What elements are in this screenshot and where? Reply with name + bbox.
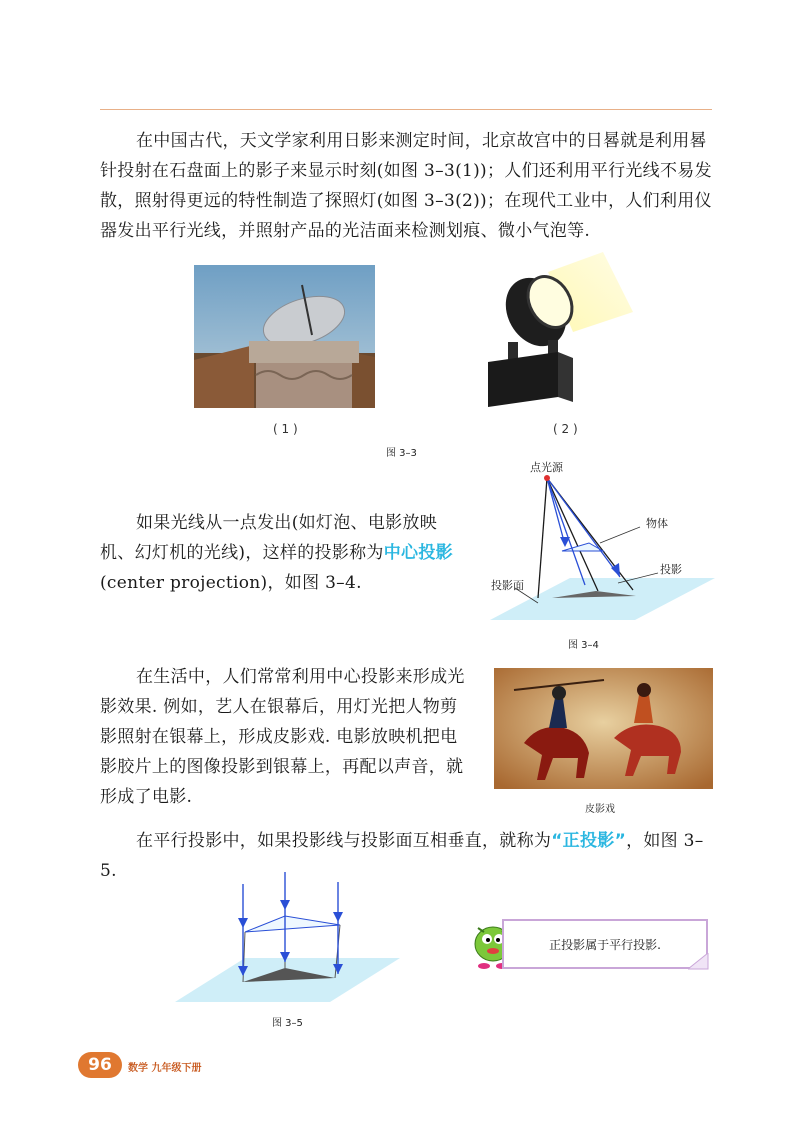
note-bubble: 正投影属于平行投影. xyxy=(502,919,708,969)
figure-3-3-caption: 图 3–3 xyxy=(386,448,417,459)
term-orthographic-projection: “正投影” xyxy=(551,831,627,851)
label-object: 物体 xyxy=(646,517,668,530)
sundial-photo xyxy=(194,265,375,408)
bubble-corner-curl xyxy=(688,953,710,971)
figure-3-5-caption: 图 3–5 xyxy=(272,1018,303,1029)
shadow-play-caption: 皮影戏 xyxy=(585,804,615,815)
shadow-play-photo xyxy=(494,668,713,789)
paragraph-shadow-play: 在生活中，人们常常利用中心投影来形成光影效果. 例如，艺人在银幕后，用灯光把人物剪影照射在银幕上，形成皮影戏. 电影放映机把电影胶片上的图像投影到银幕上，再配以声音，就形成了电影. xyxy=(100,667,465,807)
term-center-projection: 中心投影 xyxy=(383,543,453,563)
page-number-badge: 96 xyxy=(78,1052,122,1078)
searchlight-illustration xyxy=(478,252,633,412)
figure-3-4-caption: 图 3–4 xyxy=(568,640,599,651)
label-point-source: 点光源 xyxy=(530,461,563,474)
central-projection-diagram xyxy=(490,455,715,630)
footer-book-title: 数学 九年级下册 xyxy=(128,1063,202,1074)
figure-3-3-sub2: ( 2 ) xyxy=(553,422,578,436)
paragraph-orthographic: 在平行投影中，如果投影线与投影面互相垂直，就称为“正投影”，如图 3–5. xyxy=(100,831,704,881)
label-projection-plane: 投影面 xyxy=(491,579,524,592)
paragraph-center-projection: 如果光线从一点发出(如灯泡、电影放映机、幻灯机的光线)，这样的投影称为中心投影(center projection)，如图 3–4. xyxy=(100,513,453,593)
paragraph-sundial: 在中国古代，天文学家利用日影来测定时间，北京故宫中的日晷就是利用晷针投射在石盘面上的影子来显示时刻(如图 3–3(1))；人们还利用平行光线不易发散，照射得更远的特性制造了探照灯(如图 3–3(2))；在现代工业中，人们利用仪器发出平行光线，并照射产品的光洁面来检测划痕、微小气泡等. xyxy=(100,131,712,241)
orthographic-projection-diagram xyxy=(175,870,400,1002)
header-rule xyxy=(100,109,712,110)
label-shadow: 投影 xyxy=(660,563,682,576)
figure-3-3-sub1: ( 1 ) xyxy=(273,422,298,436)
